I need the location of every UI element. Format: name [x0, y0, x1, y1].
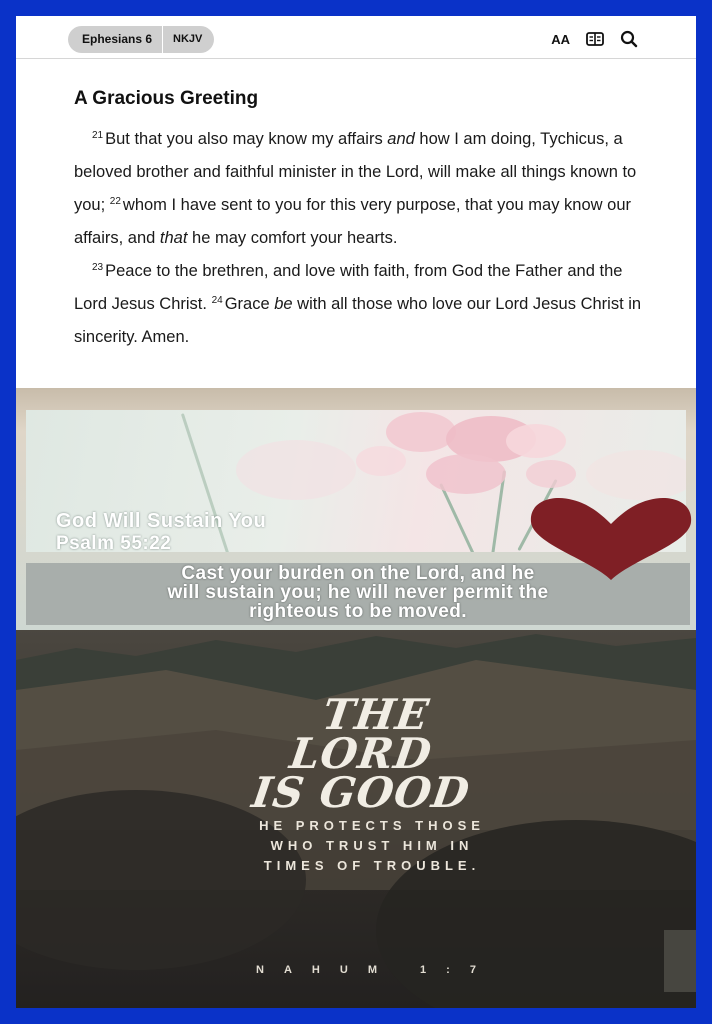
headline-line: IS GOOD: [249, 768, 473, 817]
search-icon[interactable]: [620, 30, 638, 48]
verse-italic: that: [159, 229, 188, 247]
nahum-image-card: [16, 630, 696, 1008]
reader-toolbar: [16, 16, 696, 59]
verse-number: 23: [92, 262, 104, 273]
text-size-icon[interactable]: AA: [551, 31, 570, 47]
heart-icon: [521, 492, 696, 582]
verse-text: But that you also may know my affairs: [105, 130, 388, 148]
verse-line: Cast your burden on the Lord, and he: [181, 563, 535, 584]
verse-line: righteous to be moved.: [249, 601, 467, 622]
subtext-line: TIMES OF TROUBLE.: [263, 858, 481, 873]
verse-italic: and: [387, 130, 415, 148]
passage-selector[interactable]: [68, 26, 214, 53]
card-subtext: [32, 816, 696, 876]
headline-line: THE: [319, 690, 433, 739]
card-reference: NAHUM 1:7: [256, 964, 496, 976]
verse-text: how I am doing, Tychicus, a beloved brother and faithful minister in the Lord, will make all things known to you;: [74, 130, 637, 214]
verse-number: 24: [211, 295, 223, 306]
subtext-line: HE PROTECTS THOSE: [259, 818, 485, 833]
passage-content: [74, 88, 654, 354]
headline-line: LORD: [286, 729, 436, 778]
subtext-line: WHO TRUST HIM IN: [270, 838, 474, 853]
verse-text: Peace to the brethren, and love with faith, from God the Father and the Lord Jesus Christ.: [74, 262, 623, 313]
section-heading: A Gracious Greeting: [74, 88, 259, 109]
verse-text: whom I have sent to you for this very purpose, that you may know our affairs, and: [74, 196, 631, 247]
verse-text: with all those who love our Lord Jesus Christ in sincerity. Amen.: [74, 295, 642, 346]
toolbar-actions: [551, 30, 638, 48]
book-layout-icon[interactable]: [586, 32, 604, 46]
verse-number: 22: [109, 196, 121, 207]
bible-reader-page: [16, 16, 696, 388]
verse-text: he may comfort your hearts.: [187, 229, 398, 247]
card-reference: Psalm 55:22: [56, 533, 172, 554]
verse-line: will sustain you; he will never permit the: [167, 582, 549, 603]
paragraph-verses-21-22: [74, 123, 654, 255]
verse-number: 21: [92, 130, 104, 141]
paragraph-verses-23-24: [74, 255, 654, 354]
verse-text: Grace: [224, 295, 275, 313]
psalm-image-card: [16, 388, 696, 630]
verse-italic: be: [274, 295, 293, 313]
version-button[interactable]: NKJV: [173, 33, 203, 45]
card-title: God Will Sustain You: [56, 510, 267, 532]
book-chapter-button[interactable]: Ephesians 6: [68, 26, 163, 53]
